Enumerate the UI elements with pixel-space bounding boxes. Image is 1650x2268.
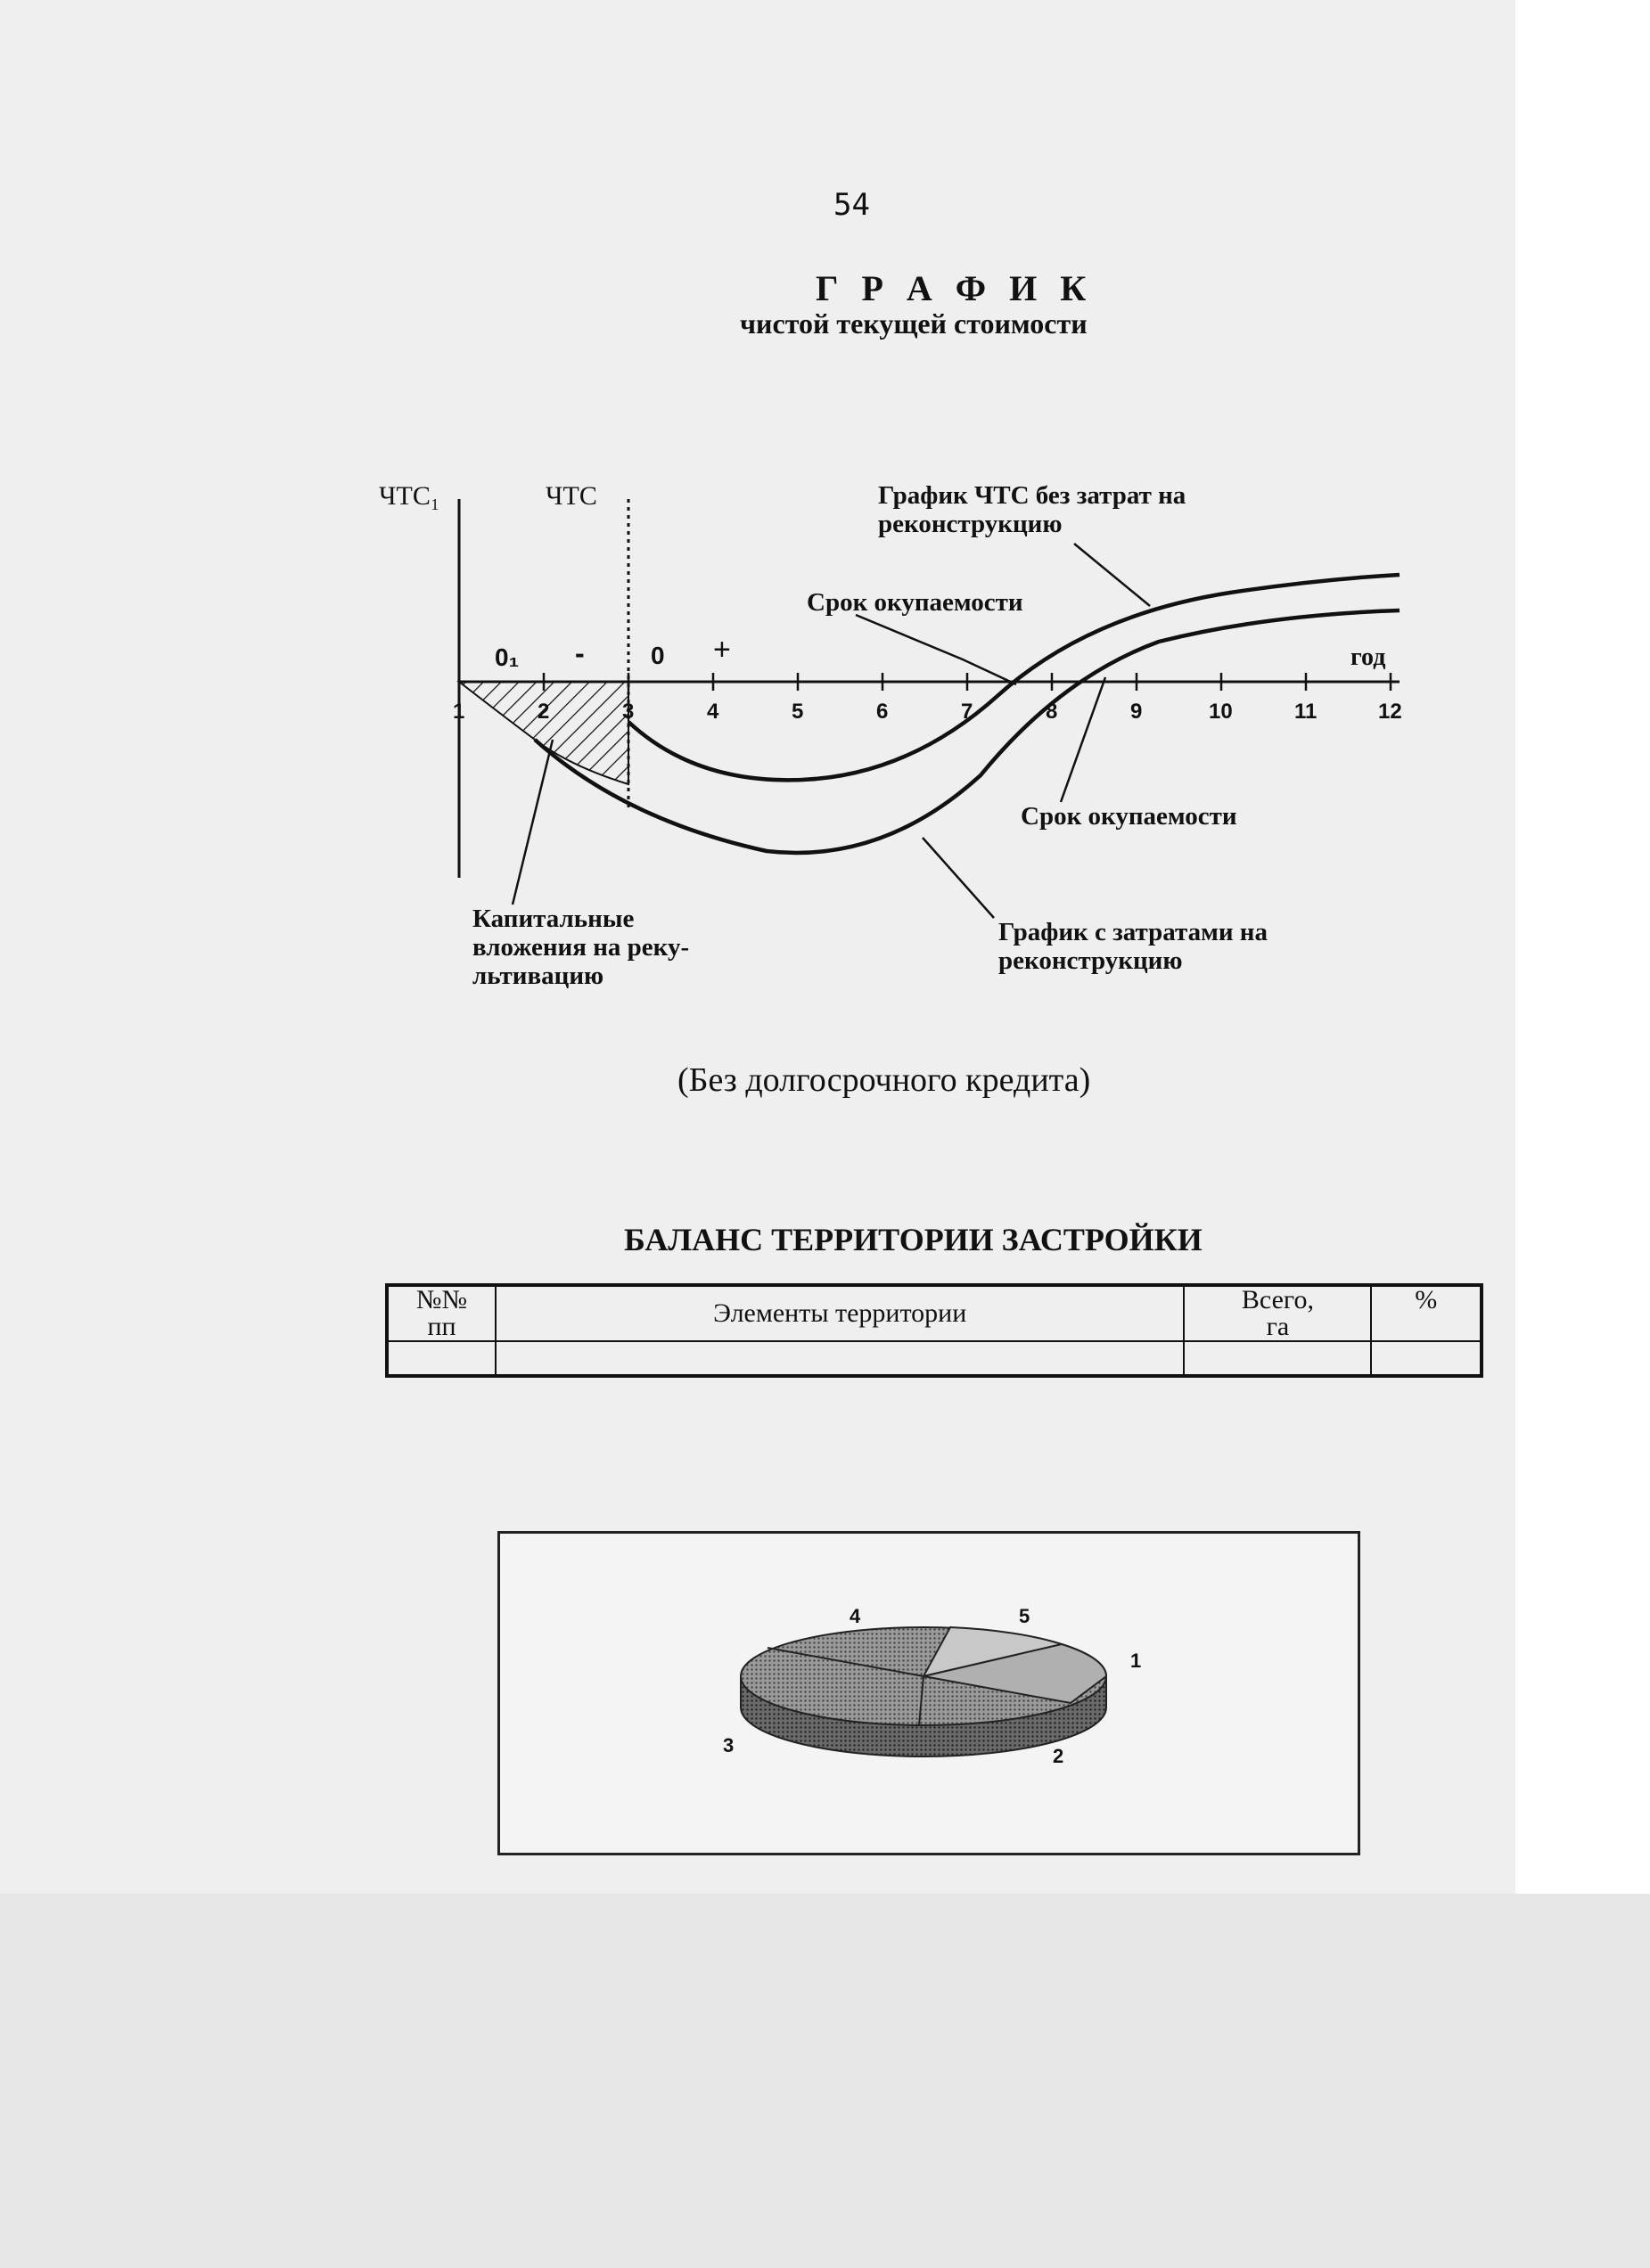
note-no-credit: (Без долгосрочного кредита) (677, 1061, 1091, 1099)
pie-label-4: 4 (850, 1605, 861, 1627)
tick-11: 11 (1294, 700, 1318, 724)
zero-left-label: 0₁ (495, 643, 520, 671)
label-with-costs: График с затратами на реконструкцию (998, 918, 1268, 975)
graph-subtitle: чистой текущей стоимости (740, 307, 1088, 340)
pie-chart (500, 1534, 1358, 1853)
pie-label-2: 2 (1053, 1745, 1064, 1767)
tick-3: 3 (622, 700, 635, 724)
pie-label-1: 1 (1130, 1650, 1142, 1672)
tick-4: 4 (707, 700, 719, 724)
investment-hatch (459, 682, 628, 784)
tick-8: 8 (1046, 700, 1058, 724)
label-investment: Капитальные вложения на реку- льтивацию (472, 905, 690, 990)
label-payback-1: Срок окупаемости (807, 588, 1023, 617)
y-axis-label-left: ЧТС₁ (379, 481, 440, 511)
tick-6: 6 (876, 700, 889, 724)
plus-sign: + (713, 633, 731, 667)
page-number: 54 (833, 187, 870, 223)
leader-investment (513, 740, 553, 905)
graph-title: Г Р А Ф И К (816, 268, 1094, 308)
leader-payback-1 (856, 615, 1016, 684)
col-total: Всего, га (1184, 1285, 1371, 1341)
balance-header-row (387, 1285, 1482, 1341)
tick-7: 7 (961, 700, 973, 724)
balance-table (385, 1283, 1483, 1378)
label-without-costs: График ЧТС без затрат на реконструкцию (878, 481, 1186, 538)
tick-5: 5 (792, 700, 804, 724)
x-axis-label: год (1350, 643, 1386, 671)
tick-2: 2 (538, 700, 550, 724)
y-axis-label-right: ЧТС (546, 481, 597, 511)
tick-10: 10 (1209, 700, 1233, 724)
col-elements: Элементы территории (496, 1285, 1184, 1341)
zero-right-label: 0 (651, 642, 665, 669)
tick-1: 1 (453, 700, 465, 724)
col-number: №№ пп (387, 1285, 496, 1341)
tick-12: 12 (1378, 700, 1402, 724)
pie-label-5: 5 (1019, 1605, 1030, 1627)
minus-sign: - (575, 637, 585, 669)
table-row (387, 1341, 1482, 1376)
balance-title: БАЛАНС ТЕРРИТОРИИ ЗАСТРОЙКИ (624, 1222, 1203, 1257)
pie-chart-frame (497, 1531, 1360, 1855)
label-payback-2: Срок окупаемости (1021, 802, 1237, 831)
leader-payback-2 (1061, 677, 1105, 802)
pie-label-3: 3 (723, 1734, 735, 1756)
tick-9: 9 (1130, 700, 1143, 724)
leader-no-costs (1074, 544, 1150, 606)
col-percent: % (1371, 1285, 1482, 1341)
leader-with-costs (923, 838, 994, 918)
